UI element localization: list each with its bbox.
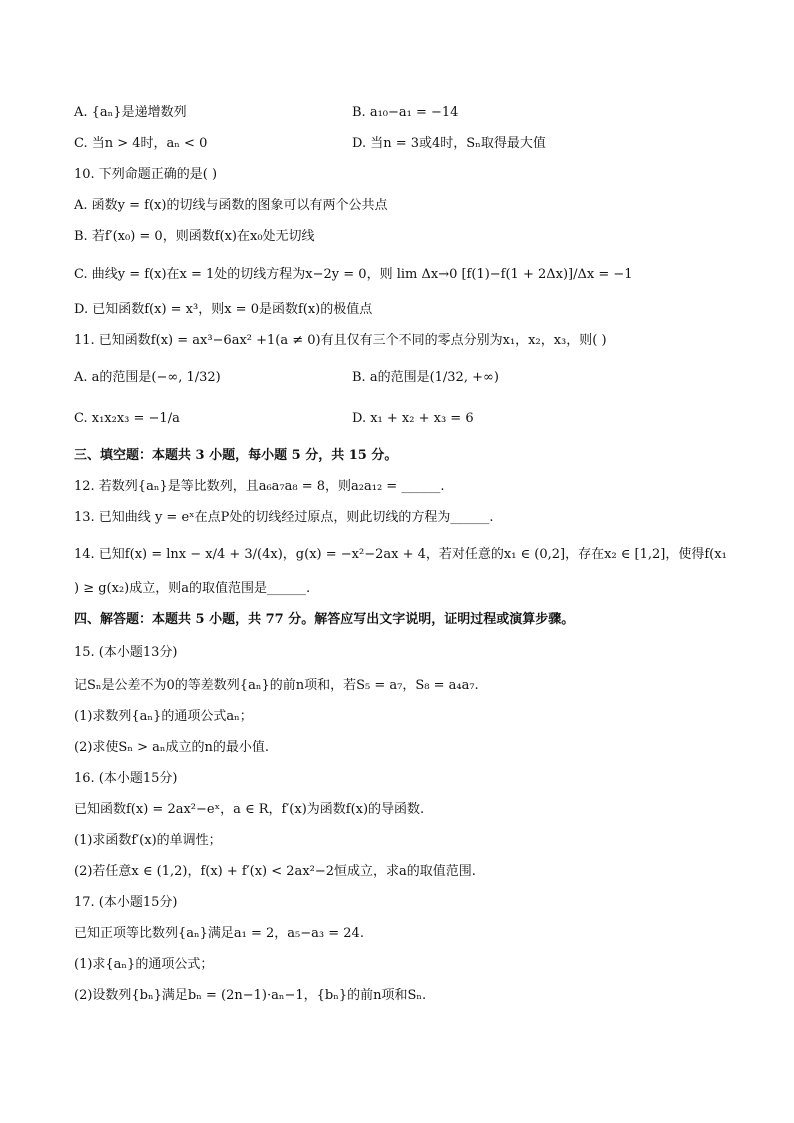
section-4-heading: 四、解答题：本题共 5 小题，共 77 分。解答应写出文字说明，证明过程或演算步骤。 <box>74 612 575 627</box>
question-11-stem: 11. 已知函数f(x) = ax³−6ax² +1(a ≠ 0)有且仅有三个不同的零点分别为x₁，x₂，x₃，则( ) <box>74 333 607 348</box>
question-15-stem: 记Sₙ是公差不为0的等差数列{aₙ}的前n项和，若S₅ = a₇，S₈ = a₄a₇. <box>74 678 479 693</box>
question-11-option-a: A. a的范围是(−∞, 1/32) <box>74 370 221 385</box>
question-10-option-a: A. 函数y = f(x)的切线与函数的图象可以有两个公共点 <box>74 198 388 213</box>
question-9-option-b: B. a₁₀−a₁ = −14 <box>352 105 459 120</box>
question-17-part-2: (2)设数列{bₙ}满足bₙ = (2n−1)·aₙ−1，{bₙ}的前n项和Sₙ. <box>74 988 427 1003</box>
question-10-option-b: B. 若f′(x₀) = 0，则函数f(x)在x₀处无切线 <box>74 229 315 244</box>
question-16-part-2: (2)若任意x ∈ (1,2)，f(x) + f′(x) < 2ax²−2恒成立，求a的取值范围. <box>74 864 476 879</box>
question-9-option-a: A. {aₙ}是递增数列 <box>74 105 187 120</box>
question-10-option-c: C. 曲线y = f(x)在x = 1处的切线方程为x−2y = 0，则 lim Δx→0 [f(1)−f(1 + 2Δx)]/Δx = −1 <box>74 267 633 282</box>
question-9-option-d: D. 当n = 3或4时，Sₙ取得最大值 <box>352 136 546 151</box>
question-15-part-2: (2)求使Sₙ > aₙ成立的n的最小值. <box>74 740 269 755</box>
question-17-stem: 已知正项等比数列{aₙ}满足a₁ = 2，a₅−a₃ = 24. <box>74 926 364 941</box>
question-16-part-1: (1)求函数f′(x)的单调性； <box>74 833 222 848</box>
question-14: 14. 已知f(x) = lnx − x/4 + 3/(4x)，g(x) = −x²−2ax + 4，若对任意的x₁ ∈ (0,2]，存在x₂ ∈ [1,2]，使得f(x₁ <box>74 547 727 562</box>
question-16-stem: 已知函数f(x) = 2ax²−eˣ，a ∈ R，f′(x)为函数f(x)的导函数. <box>74 802 425 817</box>
question-14-continued: ) ≥ g(x₂)成立，则a的取值范围是______. <box>74 581 311 596</box>
question-12: 12. 若数列{aₙ}是等比数列，且a₆a₇a₈ = 8，则a₂a₁₂ = ______. <box>74 479 445 494</box>
question-15-heading: 15. (本小题13分) <box>74 645 178 660</box>
question-17-heading: 17. (本小题15分) <box>74 895 178 910</box>
question-11-option-c: C. x₁x₂x₃ = −1/a <box>74 411 180 426</box>
question-13: 13. 已知曲线 y = eˣ在点P处的切线经过原点，则此切线的方程为______. <box>74 510 494 525</box>
question-15-part-1: (1)求数列{aₙ}的通项公式aₙ； <box>74 709 253 724</box>
question-11-option-d: D. x₁ + x₂ + x₃ = 6 <box>352 411 474 426</box>
question-16-heading: 16. (本小题15分) <box>74 771 178 786</box>
question-9-option-c: C. 当n > 4时，aₙ < 0 <box>74 136 208 151</box>
question-11-option-b: B. a的范围是(1/32, +∞) <box>352 370 499 385</box>
section-3-heading: 三、填空题：本题共 3 小题，每小题 5 分，共 15 分。 <box>74 448 398 463</box>
question-10-option-d: D. 已知函数f(x) = x³，则x = 0是函数f(x)的极值点 <box>74 302 373 317</box>
question-17-part-1: (1)求{aₙ}的通项公式； <box>74 957 214 972</box>
question-10-stem: 10. 下列命题正确的是( ) <box>74 167 218 182</box>
